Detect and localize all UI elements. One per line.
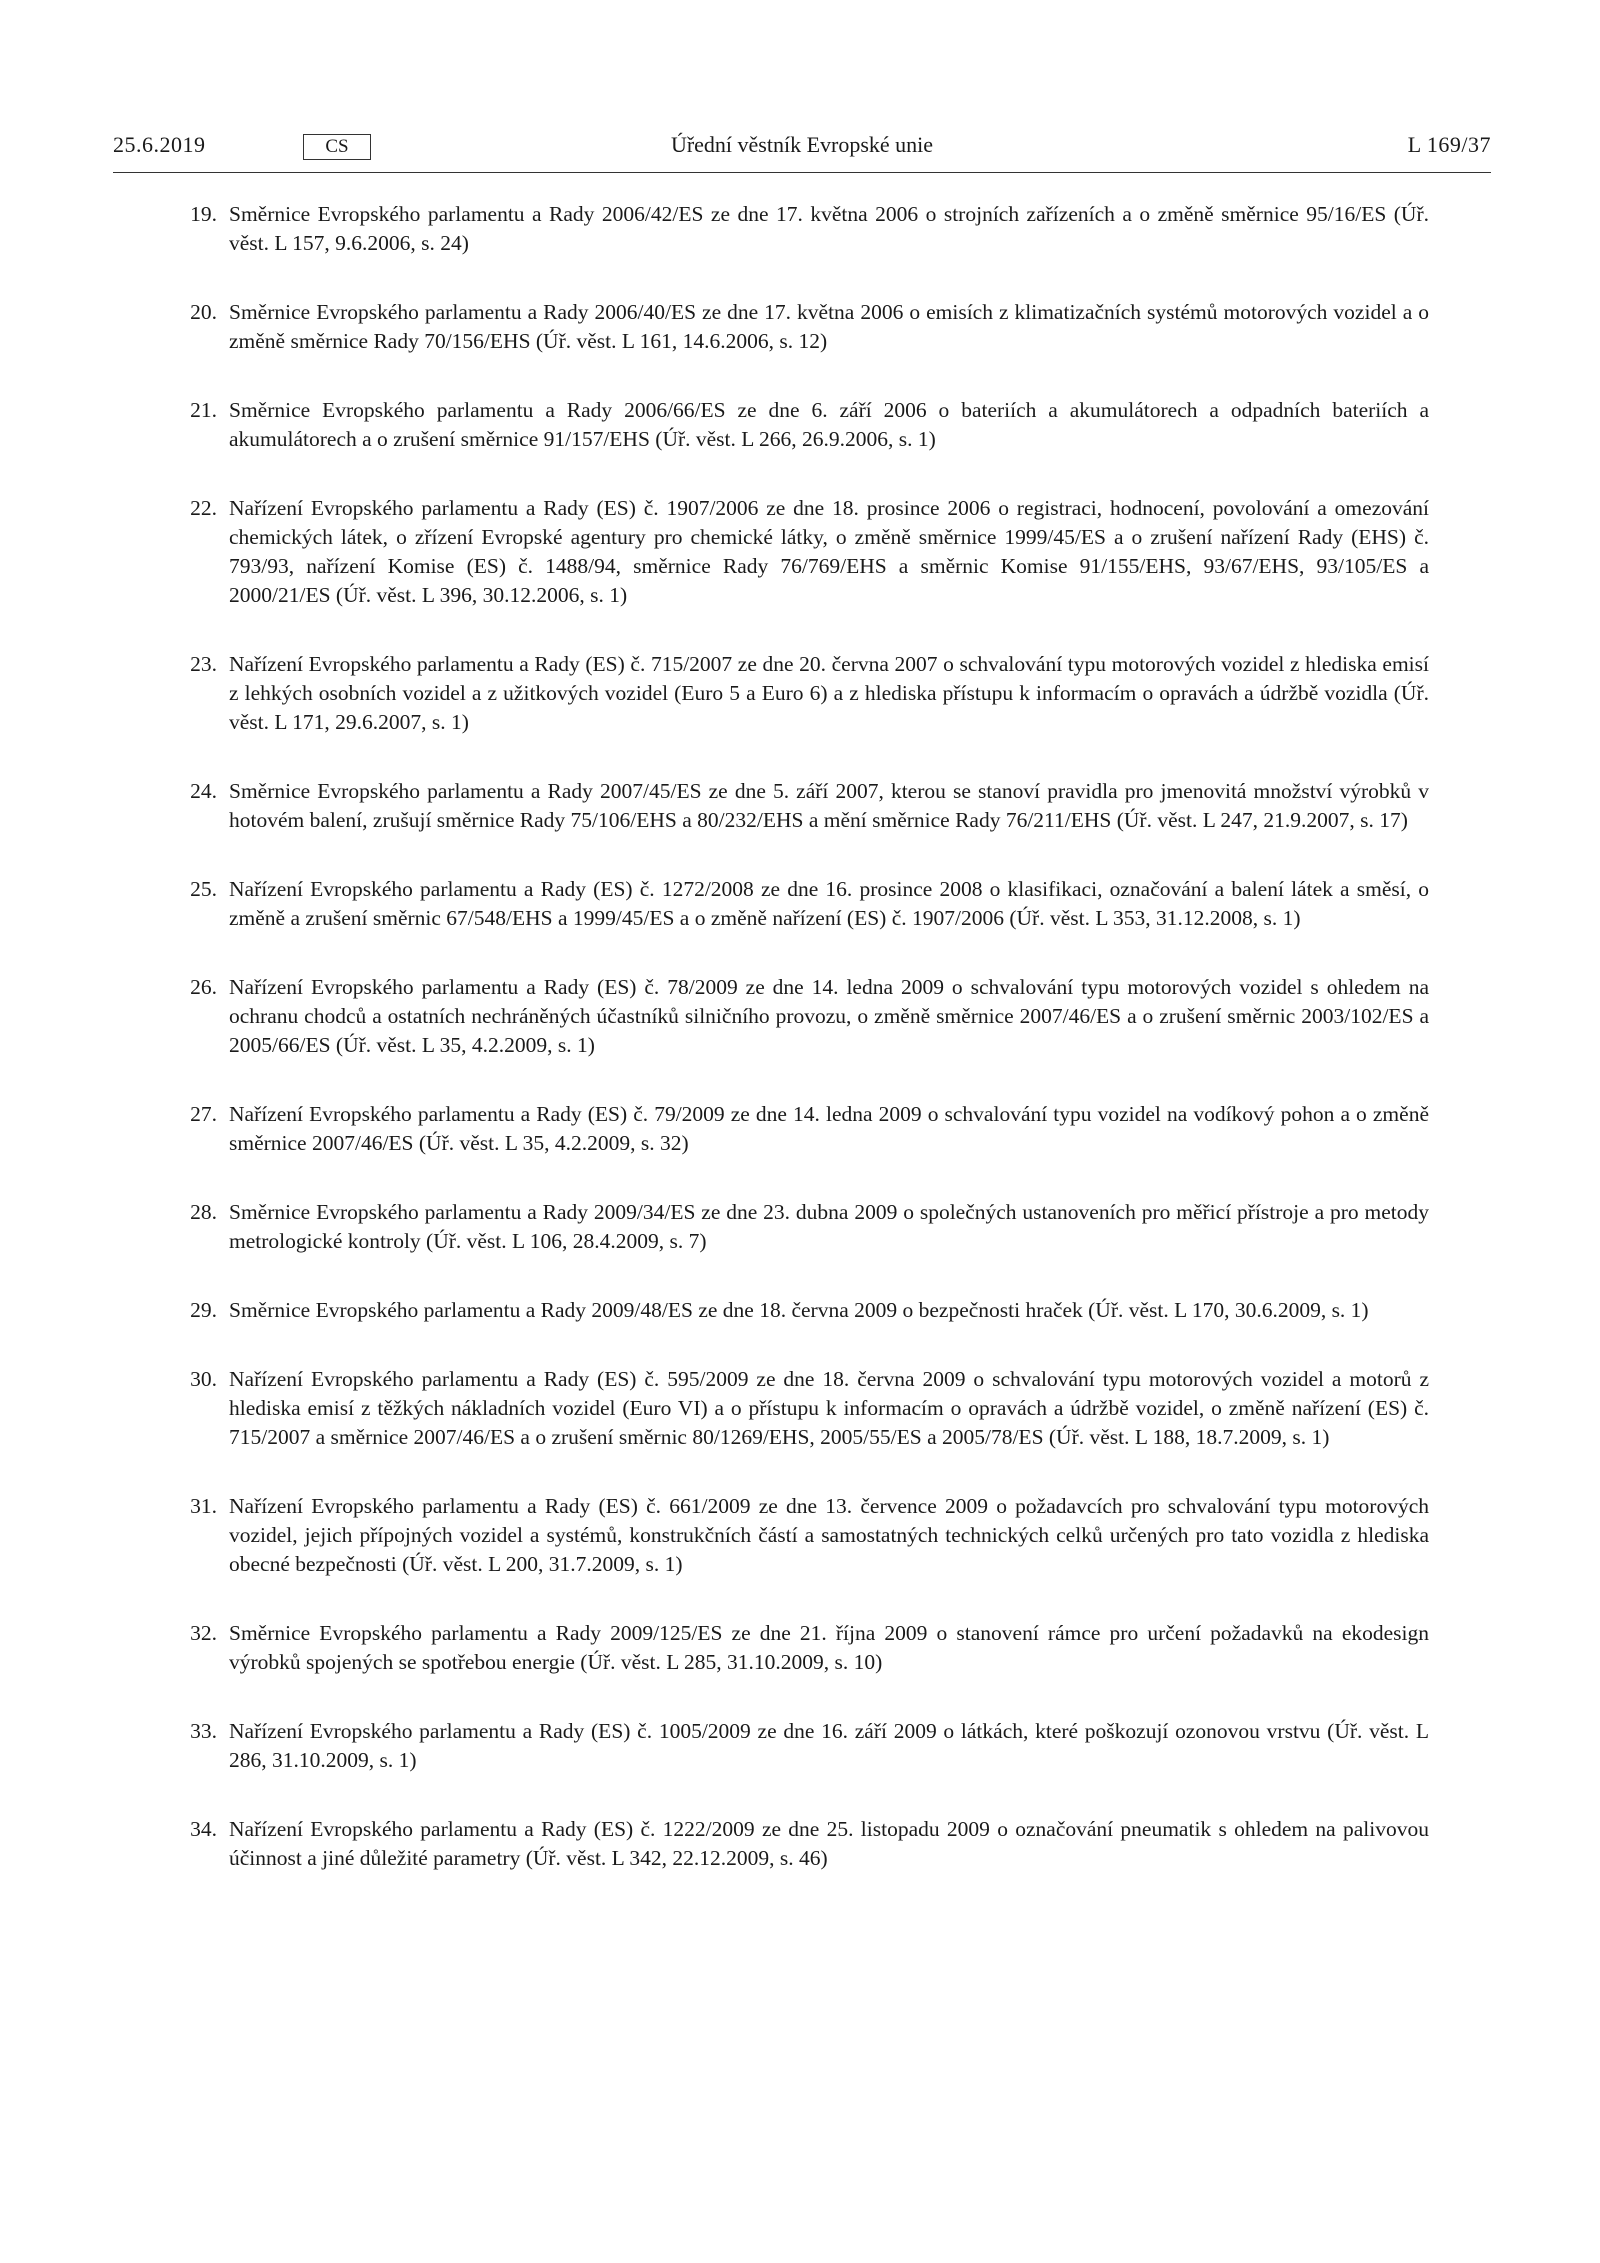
list-item [175,777,1429,835]
item-text: Nařízení Evropského parlamentu a Rady (ES) č. 1272/2008 ze dne 16. prosince 2008 o klasifikaci, označování a balení látek a směsí, o změně a zrušení směrnic 67/548/EHS a 1999/45/ES a o změně nařízení (ES) č. 1907/2006 (Úř. věst. L 353, 31.12.2008, s. 1) [229,877,1429,930]
item-number: 27. [190,1102,217,1126]
list-item [175,396,1429,454]
page-reference: L 169/37 [1407,132,1491,157]
item-text: Nařízení Evropského parlamentu a Rady (ES) č. 1222/2009 ze dne 25. listopadu 2009 o označování pneumatik s ohledem na palivovou účinnost a jiné důležité parametry (Úř. věst. L 342, 22.12.2009, s. 46) [229,1817,1429,1870]
item-text: Nařízení Evropského parlamentu a Rady (ES) č. 715/2007 ze dne 20. června 2007 o schvalování typu motorových vozidel z hlediska emisí z lehkých osobních vozidel a z užitkových vozidel (Euro 5 a Euro 6) a z hlediska přístupu k informacím o opravách a údržbě vozidla (Úř. věst. L 171, 29.6.2007, s. 1) [229,652,1429,734]
journal-title: Úřední věstník Evropské unie [670,132,934,157]
item-text: Směrnice Evropského parlamentu a Rady 2007/45/ES ze dne 5. září 2007, kterou se stanoví pravidla pro jmenovitá množství výrobků v hotovém balení, zrušují směrnice Rady 75/106/EHS a 80/232/EHS a mění směrnice Rady 76/211/EHS (Úř. věst. L 247, 21.9.2007, s. 17) [229,779,1429,832]
list-item [175,1296,1429,1325]
item-text: Směrnice Evropského parlamentu a Rady 2006/40/ES ze dne 17. května 2006 o emisích z klimatizačních systémů motorových vozidel a o změně směrnice Rady 70/156/EHS (Úř. věst. L 161, 14.6.2006, s. 12) [229,300,1429,353]
item-number: 23. [190,652,217,676]
item-text: Nařízení Evropského parlamentu a Rady (ES) č. 661/2009 ze dne 13. července 2009 o požadavcích pro schvalování typu motorových vozidel, jejich přípojných vozidel a systémů, konstrukčních částí a samostatných technických celků určených pro tato vozidla z hlediska obecné bezpečnosti (Úř. věst. L 200, 31.7.2009, s. 1) [229,1494,1429,1576]
item-text: Směrnice Evropského parlamentu a Rady 2009/48/ES ze dne 18. června 2009 o bezpečnosti hraček (Úř. věst. L 170, 30.6.2009, s. 1) [229,1298,1369,1322]
item-number: 19. [190,202,217,226]
item-number: 28. [190,1200,217,1224]
item-text: Směrnice Evropského parlamentu a Rady 2006/42/ES ze dne 17. května 2006 o strojních zařízeních a o změně směrnice 95/16/ES (Úř. věst. L 157, 9.6.2006, s. 24) [229,202,1429,255]
item-number: 34. [190,1817,217,1841]
list-item [175,1815,1429,1873]
list-item [175,494,1429,610]
item-number: 30. [190,1367,217,1391]
item-text: Nařízení Evropského parlamentu a Rady (ES) č. 79/2009 ze dne 14. ledna 2009 o schvalování typu vozidel na vodíkový pohon a o změně směrnice 2007/46/ES (Úř. věst. L 35, 4.2.2009, s. 32) [229,1102,1429,1155]
item-number: 20. [190,300,217,324]
item-number: 21. [190,398,217,422]
item-text: Nařízení Evropského parlamentu a Rady (ES) č. 595/2009 ze dne 18. června 2009 o schvalování typu motorových vozidel a motorů z hlediska emisí z těžkých nákladních vozidel (Euro VI) a o přístupu k informacím o opravách a údržbě vozidel, o změně nařízení (ES) č. 715/2007 a směrnice 2007/46/ES a o zrušení směrnic 80/1269/EHS, 2005/55/ES a 2005/78/ES (Úř. věst. L 188, 18.7.2009, s. 1) [229,1367,1429,1449]
page-header [113,128,1491,173]
item-text: Nařízení Evropského parlamentu a Rady (ES) č. 78/2009 ze dne 14. ledna 2009 o schvalování typu motorových vozidel s ohledem na ochranu chodců a ostatních nechráněných účastníků silničního provozu, o změně směrnice 2007/46/ES a o zrušení směrnic 2003/102/ES a 2005/66/ES (Úř. věst. L 35, 4.2.2009, s. 1) [229,975,1429,1057]
list-item [175,1492,1429,1579]
language-code-box: CS [303,134,371,160]
list-item [175,875,1429,933]
item-number: 22. [190,496,217,520]
item-text: Nařízení Evropského parlamentu a Rady (ES) č. 1907/2006 ze dne 18. prosince 2006 o registraci, hodnocení, povolování a omezování chemických látek, o zřízení Evropské agentury pro chemické látky, o změně směrnice 1999/45/ES a o zrušení nařízení Rady (EHS) č. 793/93, nařízení Komise (ES) č. 1488/94, směrnice Rady 76/769/EHS a směrnic Komise 91/155/EHS, 93/67/EHS, 93/105/ES a 2000/21/ES (Úř. věst. L 396, 30.12.2006, s. 1) [229,496,1429,607]
item-text: Směrnice Evropského parlamentu a Rady 2009/125/ES ze dne 21. října 2009 o stanovení rámce pro určení požadavků na ekodesign výrobků spojených se spotřebou energie (Úř. věst. L 285, 31.10.2009, s. 10) [229,1621,1429,1674]
item-number: 25. [190,877,217,901]
item-text: Nařízení Evropského parlamentu a Rady (ES) č. 1005/2009 ze dne 16. září 2009 o látkách, které poškozují ozonovou vrstvu (Úř. věst. L 286, 31.10.2009, s. 1) [229,1719,1429,1772]
publication-date: 25.6.2019 [113,132,206,157]
list-item [175,650,1429,737]
item-number: 24. [190,779,217,803]
item-number: 32. [190,1621,217,1645]
item-number: 33. [190,1719,217,1743]
item-number: 26. [190,975,217,999]
list-item [175,1365,1429,1452]
item-text: Směrnice Evropského parlamentu a Rady 2006/66/ES ze dne 6. září 2006 o bateriích a akumulátorech a odpadních bateriích a akumulátorech a o zrušení směrnice 91/157/EHS (Úř. věst. L 266, 26.9.2006, s. 1) [229,398,1429,451]
legislation-list [175,200,1429,1913]
list-item [175,298,1429,356]
list-item [175,1100,1429,1158]
item-number: 29. [190,1298,217,1322]
list-item [175,200,1429,258]
item-text: Směrnice Evropského parlamentu a Rady 2009/34/ES ze dne 23. dubna 2009 o společných ustanoveních pro měřicí přístroje a pro metody metrologické kontroly (Úř. věst. L 106, 28.4.2009, s. 7) [229,1200,1429,1253]
item-number: 31. [190,1494,217,1518]
list-item [175,973,1429,1060]
list-item [175,1717,1429,1775]
list-item [175,1619,1429,1677]
list-item [175,1198,1429,1256]
